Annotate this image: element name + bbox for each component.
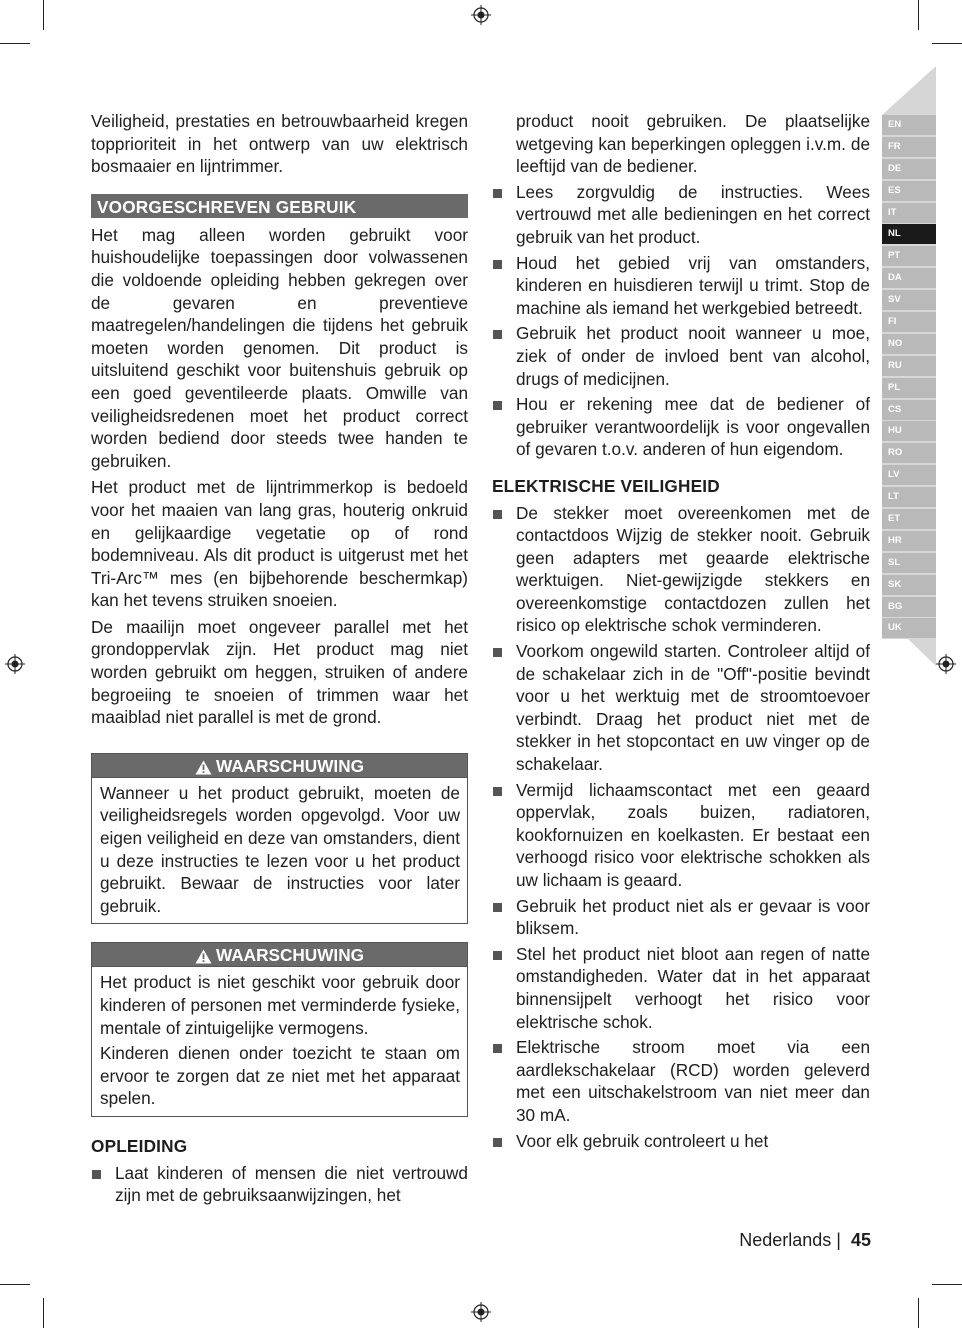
bullet-square-icon [493,787,502,796]
language-tab-ro[interactable]: RO [882,443,936,464]
body-paragraph: De maailijn moet ongeveer parallel met het grondoppervlak zijn. Het product mag niet worden gebruikt om heggen, struiken of andere begroeiing te snoeien of trimmen waar het maaiblad niet parallel is met de grond. [91,616,468,728]
warning-body [92,778,467,924]
language-tab-pt[interactable]: PT [882,246,936,267]
language-tab-it[interactable]: IT [882,203,936,224]
intro-paragraph: Veiligheid, prestaties en betrouwbaarheid kregen topprioriteit in het ontwerp van uw elektrisch bosmaaier en lijntrimmer. [91,111,468,177]
list-item: Gebruik het product nooit wanneer u moe, ziek of onder de invloed bent van alcohol, drugs of medicijnen. [492,322,870,390]
list-item: Houd het gebied vrij van omstanders, kinderen en huisdieren terwijl u trimt. Stop de machine als iemand het werkgebied betreedt. [492,252,870,320]
list-item: De stekker moet overeenkomen met de contactdoos Wijzig de stekker nooit. Gebruik geen adapters met geaarde elektrische werktuigen. Niet-gewijzigde stekkers en overeenkomstige contactdozen zullen het risico op elektrische schok verminderen. [492,502,870,638]
bullet-square-icon [493,903,502,912]
bullet-square-icon [493,260,502,269]
language-tab-nl[interactable]: NL [882,224,936,245]
bullet-square-icon [493,189,502,198]
bullet-square-icon [493,510,502,519]
warning-triangle-icon [195,949,212,964]
registration-mark-icon [5,654,25,674]
bullet-square-icon [493,1044,502,1053]
language-tab-cs[interactable]: CS [882,400,936,421]
language-tab-uk[interactable]: UK [882,618,936,639]
crop-mark [918,0,919,30]
warning-triangle-icon [195,760,212,775]
training-list [91,1162,468,1207]
warning-text: Wanneer u het product gebruikt, moeten de veiligheidsregels worden opgevolgd. Voor uw eigen veiligheid en deze van omstanders, dient u deze instructies te lezen voor u het product gebruikt. Bewaar de instructies voor later gebruik. [100,782,460,916]
warning-body [92,967,467,1116]
bullet-square-icon [493,951,502,960]
left-column [91,110,468,1210]
language-tab-hu[interactable]: HU [882,421,936,442]
language-tab-et[interactable]: ET [882,509,936,530]
list-item: Lees zorgvuldig de instructies. Wees vertrouwd met alle bedieningen en het correct gebruik van het product. [492,181,870,249]
list-item: Voorkom ongewild starten. Controleer altijd of de schakelaar zich in de "Off"-positie bevindt voor u het werktuig met de stroomtoevoer verbindt. Draag het product niet met de stekker in het stopcontact en uw vinger op de schakelaar. [492,640,870,776]
language-tab-fr[interactable]: FR [882,137,936,158]
heading-electrical-safety: ELEKTRISCHE VEILIGHEID [492,475,720,496]
list-item: Voor elk gebruik controleert u het [492,1130,870,1153]
safety-list [492,181,870,461]
crop-mark [0,43,30,44]
language-tab-sv[interactable]: SV [882,290,936,311]
crop-mark [43,1298,44,1328]
right-column [492,110,870,1155]
crop-mark [918,1298,919,1328]
registration-mark-icon [936,654,956,674]
warning-box [91,942,468,1117]
language-tab-hr[interactable]: HR [882,531,936,552]
warning-box [91,753,468,925]
continuation-text: product nooit gebruiken. De plaatselijke wetgeving kan beperkingen opleggen i.v.m. de leeftijd van de bediener. [516,111,870,177]
crop-mark [43,0,44,30]
warning-title: WAARSCHUWING [216,755,364,776]
language-tab-fi[interactable]: FI [882,312,936,333]
bullet-square-icon [493,1138,502,1147]
bullet-square-icon [92,1170,101,1179]
crop-mark [932,1284,962,1285]
footer-language: Nederlands | [739,1230,841,1250]
language-tab-lv[interactable]: LV [882,465,936,486]
language-tab-sl[interactable]: SL [882,553,936,574]
list-item: Elektrische stroom moet via een aardlekschakelaar (RCD) worden geleverd met een uitschakelstroom van niet meer dan 30 mA. [492,1036,870,1126]
language-tab-bg[interactable]: BG [882,597,936,618]
list-item: Laat kinderen of mensen die niet vertrouwd zijn met de gebruiksaanwijzingen, het [91,1162,468,1207]
electrical-safety-list [492,502,870,1153]
bullet-square-icon [493,330,502,339]
language-tab-de[interactable]: DE [882,159,936,180]
bullet-square-icon [493,648,502,657]
registration-mark-icon [471,5,491,25]
language-tab-da[interactable]: DA [882,268,936,289]
language-tab-no[interactable]: NO [882,334,936,355]
list-item: Vermijd lichaamscontact met een geaard oppervlak, zoals buizen, radiatoren, kookfornuizen en koelkasten. Er bestaat een verhoogd risico voor elektrische schokken als uw lichaam is geaard. [492,779,870,892]
crop-mark [932,43,962,44]
warning-title: WAARSCHUWING [216,945,364,966]
body-paragraph: Het product met de lijntrimmerkop is bedoeld voor het maaien van lang gras, houterig onkruid en gelijkaardige vegetatie op of rond bodemniveau. Als dit product is uitgerust met het Tri-Arc™ mes (en bijbehorende beschermkap) kan het tevens struiken snoeien. [91,477,468,611]
language-tab-ru[interactable]: RU [882,356,936,377]
language-tab-lt[interactable]: LT [882,487,936,508]
list-item: Gebruik het product niet als er gevaar is voor bliksem. [492,895,870,940]
crop-mark [0,1284,30,1285]
language-tab-en[interactable]: EN [882,115,936,136]
language-tab-es[interactable]: ES [882,181,936,202]
language-tab-pl[interactable]: PL [882,378,936,399]
section-title-prescribed-use: VOORGESCHREVEN GEBRUIK [91,194,468,218]
bullet-square-icon [493,401,502,410]
warning-header [92,754,467,778]
registration-mark-icon [471,1302,491,1322]
language-list [882,115,936,640]
list-item: Hou er rekening mee dat de bediener of gebruiker verantwoordelijk is voor ongevallen of gevaren t.o.v. anderen of hun eigendom. [492,393,870,461]
language-tab-sk[interactable]: SK [882,575,936,596]
warning-text: Het product is niet geschikt voor gebruik door kinderen of personen met verminderde fysieke, mentale of zintuigelijke vermogens. [100,972,460,1038]
warning-header [92,943,467,967]
heading-training: OPLEIDING [91,1135,188,1156]
page-footer [739,1230,871,1251]
page-number: 45 [850,1230,871,1250]
body-paragraph: Het mag alleen worden gebruikt voor huishoudelijke toepassingen door volwassenen die voldoende opleiding hebben gekregen over de gevaren en preventieve maatregelen/handelingen die tijdens het gebruik moeten worden genomen. Dit product is uitsluitend geschikt voor buitenshuis gebruik op een goed geventileerde plaats. Omwille van veiligheidsredenen moet het product correct worden bediend door steeds twee handen te gebruiken. [91,224,468,471]
warning-text: Kinderen dienen onder toezicht te staan om ervoor te zorgen dat ze niet met het apparaat spelen. [100,1043,460,1109]
list-item: Stel het product niet bloot aan regen of natte omstandigheden. Water dat in het apparaat binnensijpelt verhoogt het risico voor elektrische schok. [492,943,870,1033]
